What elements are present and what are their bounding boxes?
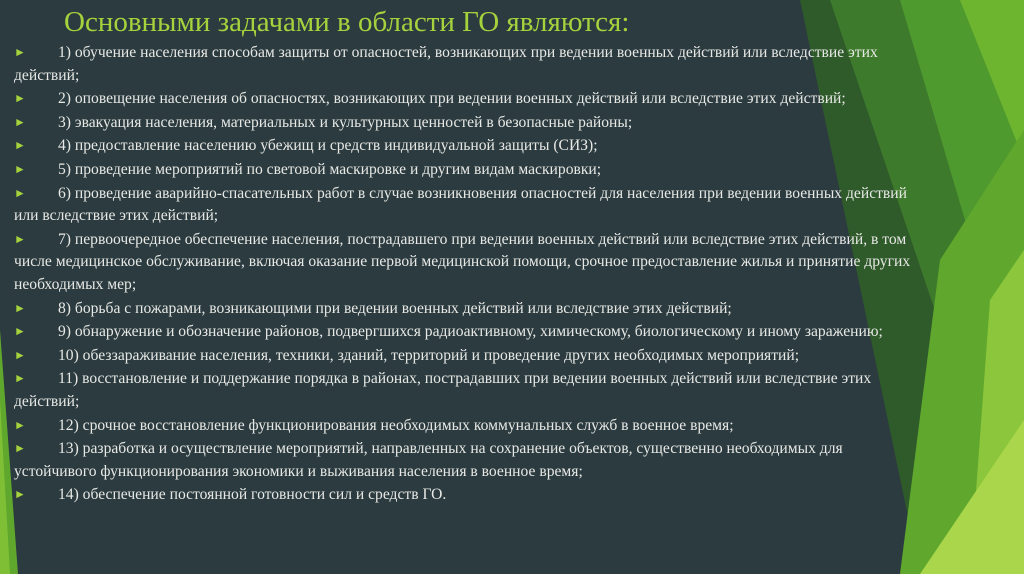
list-item	[14, 320, 914, 344]
list-item-text: 3) эвакуация населения, материальных и культурных ценностей в безопасные районы;	[58, 113, 633, 131]
list-item	[14, 297, 914, 321]
triangle-right-icon: ►	[14, 45, 26, 59]
list-item-text: 10) обеззараживание населения, техники, зданий, территорий и проведение других необходимых мероприятий;	[58, 346, 800, 364]
triangle-right-icon: ►	[14, 347, 26, 362]
list-item-text: 4) предоставление населению убежищ и средств индивидуальной защиты (СИЗ);	[58, 137, 598, 155]
triangle-right-icon: ►	[14, 441, 26, 456]
triangle-right-icon: ►	[14, 161, 26, 176]
triangle-right-icon: ►	[14, 487, 26, 502]
list-item	[14, 367, 914, 413]
triangle-right-icon: ►	[14, 138, 26, 153]
triangle-right-icon: ►	[14, 417, 26, 432]
list-item-text: 8) борьба с пожарами, возникающими при ведении военных действий или вследствие этих действий;	[58, 299, 732, 317]
triangle-right-icon: ►	[14, 185, 26, 200]
list-item-text: 13) разработка и осуществление мероприятий, направленных на сохранение объектов, существенно необходимых для устойчивого функционирования экономики и выживания населения в военное время;	[14, 440, 843, 480]
list-item	[14, 344, 914, 368]
list-item	[14, 437, 914, 483]
list-item-text: 2) оповещение населения об опасностях, возникающих при ведении военных действий или вследствие этих действий;	[58, 90, 846, 108]
list-item	[14, 111, 914, 135]
slide-title: Основными задачами в области ГО являются:	[64, 6, 630, 38]
list-item	[14, 158, 914, 182]
triangle-right-icon: ►	[14, 324, 26, 339]
triangle-right-icon: ►	[14, 300, 26, 315]
triangle-right-icon: ►	[14, 114, 26, 129]
list-item	[14, 41, 914, 87]
list-item-text: 6) проведение аварийно-спасательных работ в случае возникновения опасностей для населения при ведении военных действий или вследствие этих действий;	[14, 184, 907, 225]
list-item-text: 5) проведение мероприятий по световой маскировке и другим видам маскировки;	[58, 160, 602, 178]
task-list	[14, 41, 914, 507]
list-item	[14, 228, 914, 297]
triangle-right-icon: ►	[14, 371, 26, 386]
list-item	[14, 414, 914, 438]
triangle-right-icon: ►	[14, 231, 26, 246]
list-item-text: 9) обнаружение и обозначение районов, подвергшихся радиоактивному, химическому, биологическому и иному заражению;	[58, 323, 883, 341]
triangle-right-icon: ►	[14, 91, 26, 106]
list-item	[14, 87, 914, 111]
list-item-text: 12) срочное восстановление функционирования необходимых коммунальных служб в военное время;	[58, 416, 734, 434]
list-item-text: 11) восстановление и поддержание порядка в районах, пострадавших при ведении военных действий или вследствие этих действий;	[14, 370, 872, 410]
list-item-text: 7) первоочередное обеспечение населения, пострадавшего при ведении военных действий или вследствие этих действий, в том числе медицинское обслуживание, включая оказание первой медицинской помощи, срочное предоставление жилья и принятие других необходимых мер;	[14, 230, 911, 293]
list-item-text: 14) обеспечение постоянной готовности сил и средств ГО.	[58, 486, 447, 504]
list-item	[14, 134, 914, 158]
list-item	[14, 182, 914, 228]
list-item	[14, 483, 914, 507]
list-item-text: 1) обучение населения способам защиты от опасностей, возникающих при ведении военных действий или вследствие этих действий;	[14, 44, 878, 84]
